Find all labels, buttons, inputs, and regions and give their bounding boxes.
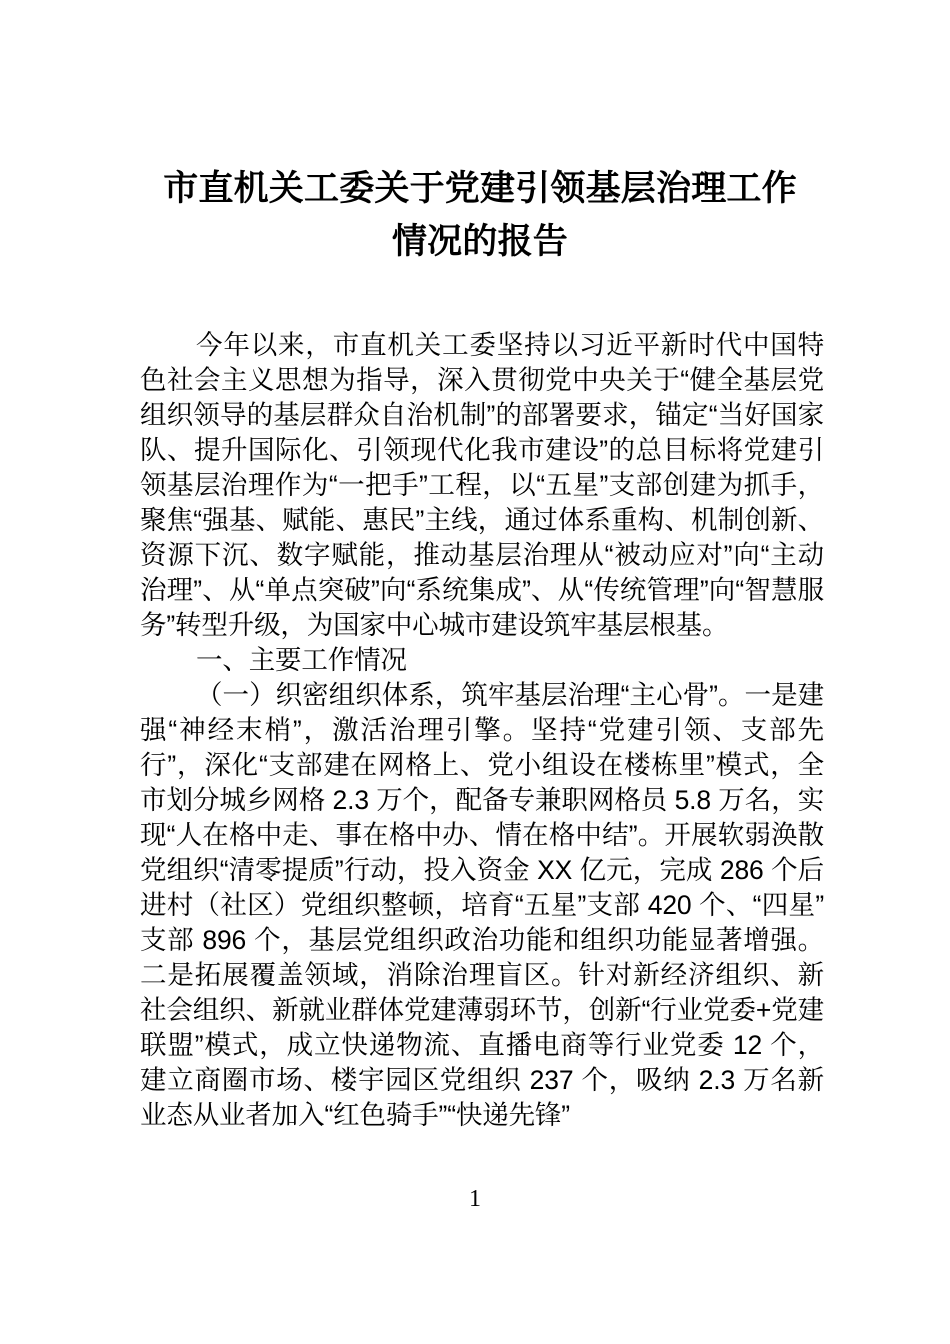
document-title-line-1: 市直机关工委关于党建引领基层治理工作 <box>163 169 797 208</box>
document-title <box>140 162 820 268</box>
paragraph-subsection-one: （一）织密组织体系，筑牢基层治理“主心骨”。一是建强“神经末梢”，激活治理引擎。坚持“党建引领、支部先行”，深化“支部建在网格上、党小组设在楼栋里”模式，全市划分城乡网格 2.3 万个，配备专兼职网格员 5.8 万名，实现“人在格中走、事在格中办、情在格中结”。开展软弱涣散党组织“清零提质”行动，投入资金 XX 亿元，完成 286 个后进村（社区）党组织整顿，培育“五星”支部 420 个、“四星”支部 896 个，基层党组织政治功能和组织功能显著增强。二是拓展覆盖领域，消除治理盲区。针对新经济组织、新社会组织、新就业群体党建薄弱环节，创新“行业党委+党建联盟”模式，成立快递物流、直播电商等行业党委 12 个，建立商圈市场、楼宇园区党组织 237 个，吸纳 2.3 万名新业态从业者加入“红色骑手”“快递先锋” <box>140 680 824 1130</box>
page-number: 1 <box>469 1186 481 1212</box>
document-title-line-2: 情况的报告 <box>391 222 568 261</box>
document-body <box>140 328 824 1133</box>
heading-section-one: 一、主要工作情况 <box>196 645 407 675</box>
paragraph-opening: 今年以来，市直机关工委坚持以习近平新时代中国特色社会主义思想为指导，深入贯彻党中央关于“健全基层党组织领导的基层群众自治机制”的部署要求，锚定“当好国家队、提升国际化、引领现代化我市建设”的总目标将党建引领基层治理作为“一把手”工程，以“五星”支部创建为抓手，聚焦“强基、赋能、惠民”主线，通过体系重构、机制创新、资源下沉、数字赋能，推动基层治理从“被动应对”向“主动治理”、从“单点突破”向“系统集成”、从“传统管理”向“智慧服务”转型升级，为国家中心城市建设筑牢基层根基。 <box>140 330 824 640</box>
